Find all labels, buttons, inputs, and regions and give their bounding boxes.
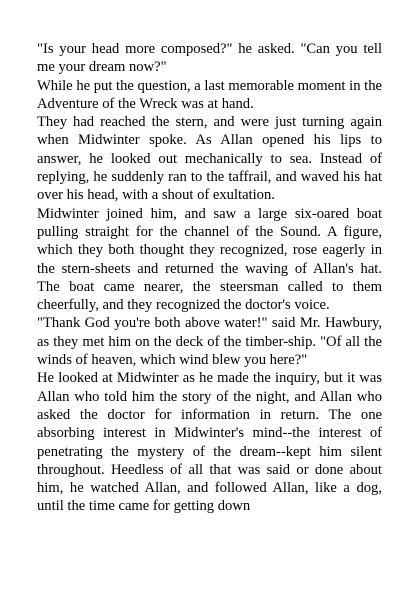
paragraph-midwinter-watching: He looked at Midwinter as he made the inquiry, but it was Allan who told him the story of the night, and Allan who asked the doctor for information in return. The one absorbing interest in Midwinter's mind--the interest of penetrating the mystery of the dream--kept him silent throughout. Heedless of all that was said or done about him, he watched Allan, and followed Allan, like a dog, until the time came for getting down bbox=[37, 370, 382, 515]
book-page-text bbox=[37, 40, 382, 516]
paragraph-memorable-moment: While he put the question, a last memorable moment in the Adventure of the Wreck was at hand. bbox=[37, 77, 382, 112]
paragraph-stern-turning: They had reached the stern, and were just turning again when Midwinter spoke. As Allan opened his lips to answer, he looked out mechanically to sea. Instead of replying, he suddenly ran to the taffrail, and waved his hat over his head, with a shout of exultation. bbox=[37, 114, 382, 204]
paragraph-boat-approach: Midwinter joined him, and saw a large six-oared boat pulling straight for the channel of the Sound. A figure, which they both thought they recognized, rose eagerly in the stern-sheets and returned the waving of Allan's hat. The boat came nearer, the steersman called to them cheerfully, and they recognized the doctor's voice. bbox=[37, 205, 382, 314]
paragraph-hawbury-greeting: "Thank God you're both above water!" said Mr. Hawbury, as they met him on the deck of the timber-ship. "Of all the winds of heaven, which wind blew you here?" bbox=[37, 315, 382, 369]
paragraph-dream-question: "Is your head more composed?" he asked. "Can you tell me your dream now?" bbox=[37, 41, 382, 76]
